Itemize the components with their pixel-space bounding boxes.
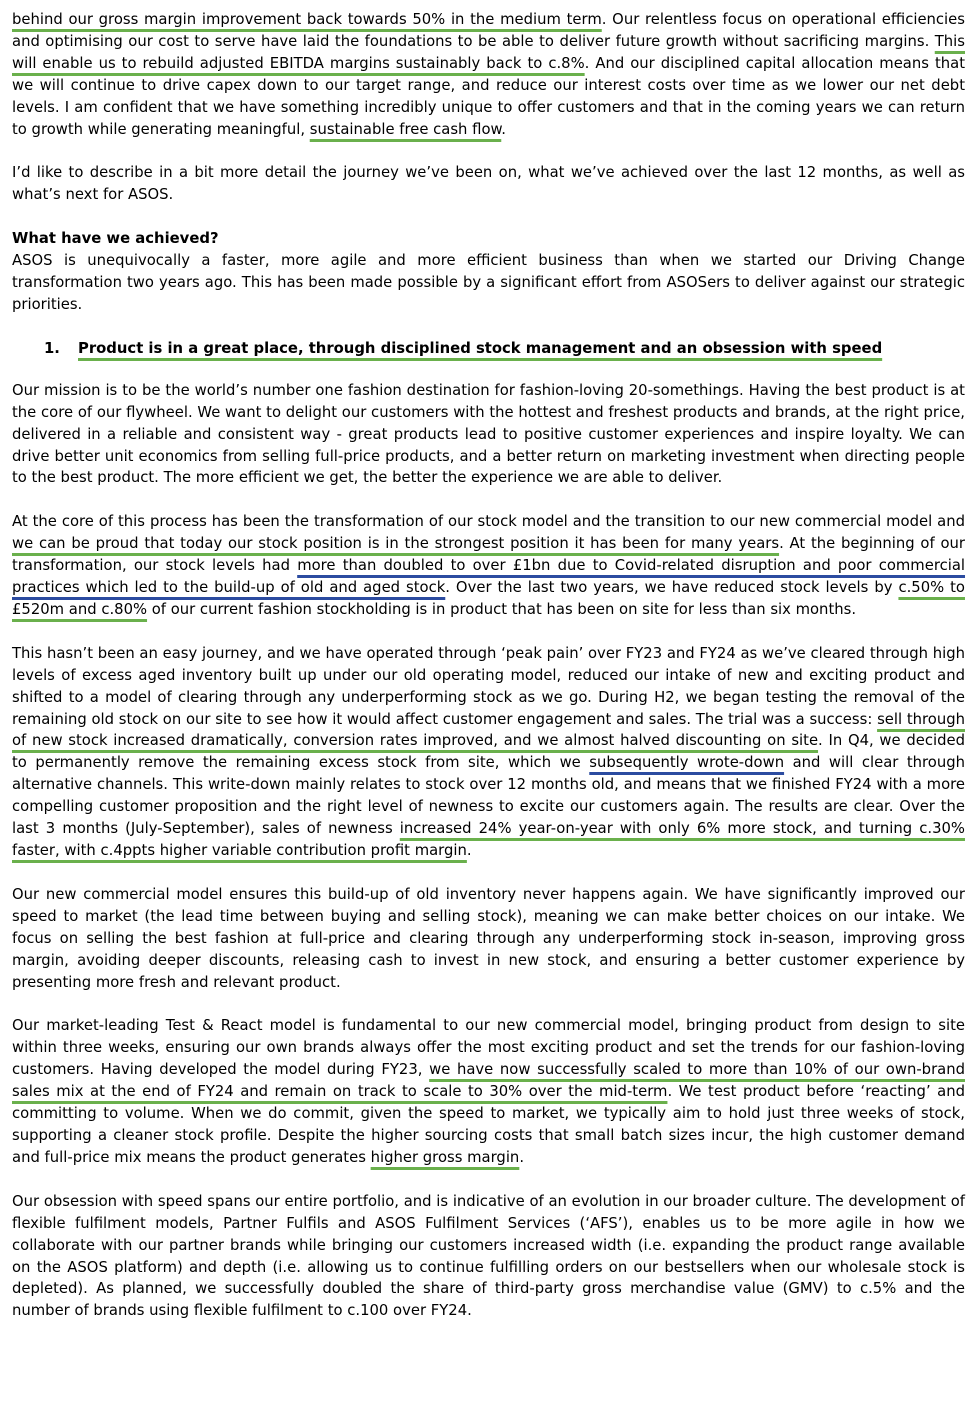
text-run: of our current fashion stockholding is in product that has been on site for less than six months.: [147, 600, 857, 618]
paragraph-margins: [12, 9, 965, 140]
text-run: . At the beginning of our transformation, our stock levels had: [12, 535, 965, 575]
text-run: . Our relentless focus on operational efficiencies and optimising our cost to serve have laid the foundations to be able to deliver future growth without sacrificing margins.: [12, 11, 965, 50]
highlight-green: This will enable us to rebuild adjusted EBITDA margins sustainably back to c.8%: [12, 32, 965, 72]
highlight-green: behind our gross margin improvement back towards 50% in the medium term: [12, 11, 602, 28]
text-run: .: [519, 1148, 525, 1166]
highlight-blue: subsequently wrote-down: [589, 754, 785, 772]
highlight-green: we can be proud that today our stock position is in the strongest position it has been for many years: [12, 535, 780, 553]
paragraph-stock-model: [12, 511, 965, 621]
paragraph-journey-intro: I’d like to describe in a bit more detail the journey we’ve been on, what we’ve achieved over the last 12 months, as well as what’s next for ASOS.: [12, 164, 965, 204]
paragraph-mission: Our mission is to be the world’s number one fashion destination for fashion-loving 20-somethings. Having the best product is at the core of our flywheel. We want to delight our customers with the hottest and freshest products and brands, at the right price, delivered in a reliable and consistent way - great products lead to positive customer experiences and inspire loyalty. We can drive better unit economics from selling full-price products, and a better return on marketing investment when directing people to the best product. The more efficient we get, the better the experience we are able to deliver.: [12, 381, 965, 487]
list-number: 1.: [44, 339, 60, 357]
text-run: .: [466, 842, 472, 859]
text-run: At the core of this process has been the transformation of our stock model and the transition to our new commercial model and: [12, 513, 965, 531]
paragraph-test-react: [12, 1015, 965, 1168]
section-heading: What have we achieved?: [12, 230, 219, 248]
highlight-green: increased 24% year-on-year with only 6% more stock, and turning c.30% faster, with c.4ppts higher variable contribution profit margin: [12, 820, 965, 859]
highlight-green: sell through of new stock increased dramatically, conversion rates improved, and we almost halved discounting on site: [12, 710, 965, 750]
highlight-green: we have now successfully scaled to more than 10% of our own-brand sales mix at the end of FY24 and remain on track to scale to 30% over the mid-term: [12, 1061, 965, 1101]
text-run: Our market-leading Test & React model is fundamental to our new commercial model, bringing product from design to site within three weeks, ensuring our own brands always offer the most exciting product and set the trends for our fashion-loving customers. Having developed the model during FY23,: [12, 1017, 965, 1079]
text-run: and will clear through alternative channels. This write-down mainly relates to stock over 12 months old, and means that we finished FY24 with a more compelling customer proposition and the right level of newness to excite our customers again. The results are clear. Over the last 3 months (July-September), sales of newness: [12, 754, 965, 838]
highlight-blue: more than doubled to over £1bn due to Covid-related disruption and poor commercial practices which led to the build-up of old and aged stock: [12, 557, 966, 597]
highlight-green: higher gross margin: [370, 1148, 520, 1166]
text-run: . Over the last two years, we have reduced stock levels by: [445, 579, 899, 597]
text-run: .: [501, 120, 506, 138]
text-run: . We test product before ‘reacting’ and committing to volume. When we do commit, given the speed to market, we typically aim to hold just three weeks of stock, supporting a cleaner stock profile. Despite the higher sourcing costs that small batch sizes incur, the high customer demand and full-price mix means the product generates: [12, 1083, 965, 1166]
paragraph-speed-portfolio: Our obsession with speed spans our entire portfolio, and is indicative of an evolution in our broader culture. The development of flexible fulfilment models, Partner Fulfils and ASOS Fulfilment Services (‘AFS’), enables us to be more agile in how we collaborate with our partner brands while bringing our customers increased width (i.e. expanding the product range available on the ASOS platform) and depth (i.e. allowing us to continue fulfilling orders on our bestsellers when our wholesale stock is depleted). As planned, we successfully doubled the share of third-party gross merchandise value (GMV) to c.5% and the number of brands using flexible fulfilment to c.100 over FY24.: [12, 1192, 965, 1320]
list-heading-text: Product is in a great place, through disciplined stock management and an obsession with speed: [78, 339, 883, 357]
document-body: [12, 9, 965, 1322]
text-run: This hasn’t been an easy journey, and we have operated through ‘peak pain’ over FY23 and FY24 as we’ve cleared through high levels of excess aged inventory built up under our old operating model, reduced our intake of new and exciting product and shifted to a model of clearing through any underperforming stock as we go. During H2, we began testing the removal of the remaining old stock on our site to see how it would affect customer engagement and sales. The trial was a success:: [12, 644, 965, 728]
highlight-green: sustainable free cash flow: [309, 120, 502, 138]
text-run: . And our disciplined capital allocation means that we will continue to drive capex down to our target range, and reduce our interest costs over time as we lower our net debt levels. I am confident that we have something incredibly unique to offer customers and that in the coming years we can return to growth while generating meaningful,: [12, 54, 966, 138]
paragraph-commercial-model: Our new commercial model ensures this build-up of old inventory never happens again. We have significantly improved our speed to market (the lead time between buying and selling stock), meaning we can make better choices on our intake. We focus on selling the best fashion at full-price and clearing through any underperforming stock in-season, improving gross margin, avoiding deeper discounts, releasing cash to invest in new stock, and ensuring a better customer experience by presenting more fresh and relevant product.: [12, 885, 965, 991]
highlight-green: c.50% to £520m and c.80%: [12, 579, 965, 618]
text-run: . In Q4, we decided to permanently remove the remaining excess stock from site, which we: [12, 732, 965, 772]
numbered-heading-1: [12, 338, 965, 360]
paragraph-achievements: ASOS is unequivocally a faster, more agile and more efficient business than when we started our Driving Change transformation two years ago. This has been made possible by a significant effort from ASOSers to deliver against our strategic priorities.: [12, 252, 965, 313]
paragraph-peak-pain: [12, 643, 965, 862]
